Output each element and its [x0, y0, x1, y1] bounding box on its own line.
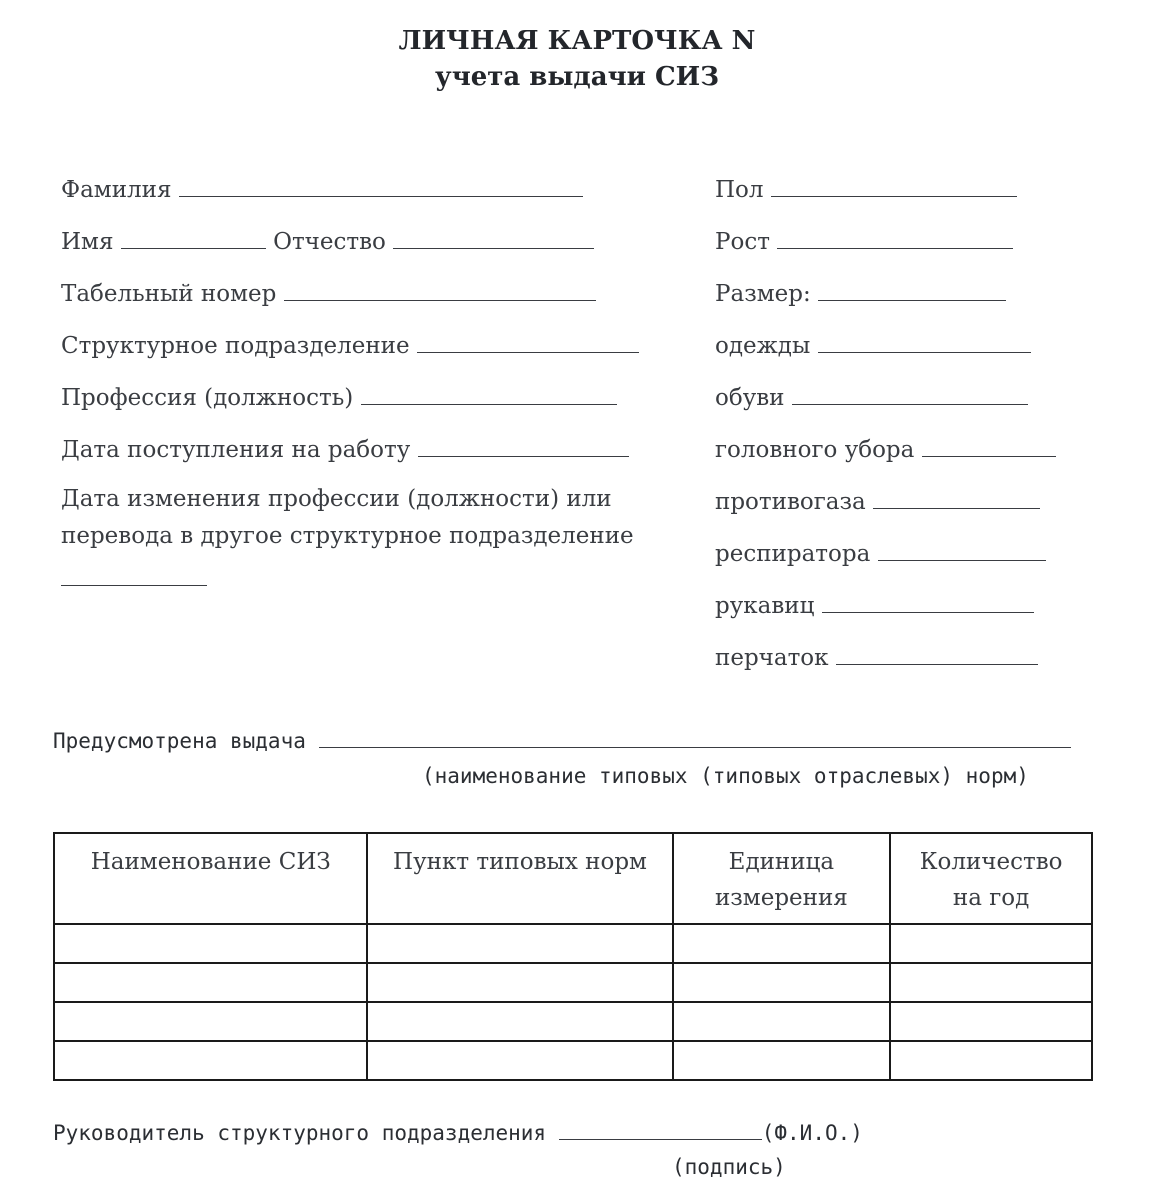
- table-row: [54, 963, 1092, 1002]
- table-row: [54, 924, 1092, 963]
- table-cell[interactable]: [890, 1002, 1092, 1041]
- gas-mask-size-input-line[interactable]: [873, 486, 1040, 509]
- respirator-size-input-line[interactable]: [878, 538, 1046, 561]
- name-field[interactable]: [61, 226, 594, 255]
- height-input-line[interactable]: [777, 226, 1013, 249]
- gloves-size-input-line[interactable]: [836, 642, 1038, 665]
- table-header-row: [54, 833, 1092, 924]
- table-cell[interactable]: [890, 924, 1092, 963]
- table-cell[interactable]: [367, 1041, 672, 1080]
- table-row: [54, 1041, 1092, 1080]
- col-header-quantity: Количество на год: [890, 833, 1092, 924]
- table-cell[interactable]: [367, 924, 672, 963]
- name-input-line[interactable]: [121, 226, 266, 249]
- col-header-norm-clause: Пункт типовых норм: [367, 833, 672, 924]
- profession-field[interactable]: [61, 382, 617, 411]
- table-cell[interactable]: [673, 1002, 891, 1041]
- mittens-size-input-line[interactable]: [822, 590, 1034, 613]
- table-cell[interactable]: [367, 1002, 672, 1041]
- card-subtitle: учета выдачи СИЗ: [435, 62, 719, 92]
- patronymic-input-line[interactable]: [393, 226, 594, 249]
- respirator-size-field[interactable]: [715, 538, 1046, 567]
- shoes-size-field[interactable]: [715, 382, 1028, 411]
- table-cell[interactable]: [890, 963, 1092, 1002]
- table-row: [54, 1002, 1092, 1041]
- surname-label: Фамилия: [61, 177, 172, 203]
- patronymic-label: Отчество: [273, 229, 386, 255]
- profession-label: Профессия (должность): [61, 385, 354, 411]
- size-field[interactable]: [715, 278, 1006, 307]
- height-label: Рост: [715, 229, 770, 255]
- hire-date-label: Дата поступления на работу: [61, 437, 411, 463]
- respirator-size-label: респиратора: [715, 541, 871, 567]
- table-cell[interactable]: [54, 1002, 367, 1041]
- signature-caption: (подпись): [672, 1155, 786, 1179]
- table-cell[interactable]: [673, 924, 891, 963]
- change-date-label-line1: Дата изменения профессии (должности) или: [61, 486, 612, 512]
- department-label: Структурное подразделение: [61, 333, 410, 359]
- hire-date-field[interactable]: [61, 434, 629, 463]
- table-cell[interactable]: [673, 963, 891, 1002]
- mittens-size-label: рукавиц: [715, 593, 815, 619]
- clothes-size-input-line[interactable]: [818, 330, 1031, 353]
- table-cell[interactable]: [54, 1041, 367, 1080]
- table-cell[interactable]: [367, 963, 672, 1002]
- department-field[interactable]: [61, 330, 639, 359]
- surname-field[interactable]: [61, 174, 583, 203]
- issuance-caption: (наименование типовых (типовых отраслевых) норм): [422, 764, 1029, 788]
- gender-input-line[interactable]: [771, 174, 1017, 197]
- gas-mask-size-label: противогаза: [715, 489, 866, 515]
- card-title: ЛИЧНАЯ КАРТОЧКА N: [398, 26, 756, 56]
- table-cell[interactable]: [54, 924, 367, 963]
- ppe-table: [53, 832, 1093, 1081]
- col-header-unit: Единица измерения: [673, 833, 891, 924]
- headwear-size-input-line[interactable]: [922, 434, 1056, 457]
- size-label: Размер:: [715, 281, 811, 307]
- hire-date-input-line[interactable]: [418, 434, 629, 457]
- table-cell[interactable]: [673, 1041, 891, 1080]
- clothes-size-label: одежды: [715, 333, 811, 359]
- headwear-size-field[interactable]: [715, 434, 1056, 463]
- gender-label: Пол: [715, 177, 764, 203]
- profession-input-line[interactable]: [361, 382, 617, 405]
- name-label: Имя: [61, 229, 114, 255]
- issuance-input-line[interactable]: [319, 727, 1071, 748]
- signature-input-line[interactable]: [559, 1119, 762, 1140]
- head-signature-field[interactable]: [53, 1119, 863, 1145]
- issuance-label: Предусмотрена выдача: [53, 729, 306, 753]
- fio-label: (Ф.И.О.): [761, 1121, 863, 1145]
- personnel-number-input-line[interactable]: [284, 278, 596, 301]
- change-date-label-line2: перевода в другое структурное подразделение: [61, 523, 634, 549]
- change-date-field[interactable]: [61, 563, 207, 592]
- size-input-line[interactable]: [818, 278, 1006, 301]
- height-field[interactable]: [715, 226, 1013, 255]
- personnel-number-label: Табельный номер: [61, 281, 277, 307]
- table-cell[interactable]: [890, 1041, 1092, 1080]
- gloves-size-label: перчаток: [715, 645, 829, 671]
- mittens-size-field[interactable]: [715, 590, 1034, 619]
- shoes-size-label: обуви: [715, 385, 785, 411]
- issuance-field[interactable]: [53, 727, 1071, 753]
- personnel-number-field[interactable]: [61, 278, 596, 307]
- surname-input-line[interactable]: [179, 174, 583, 197]
- gas-mask-size-field[interactable]: [715, 486, 1040, 515]
- headwear-size-label: головного убора: [715, 437, 915, 463]
- head-label: Руководитель структурного подразделения: [53, 1121, 547, 1145]
- shoes-size-input-line[interactable]: [792, 382, 1028, 405]
- col-header-ppe-name: Наименование СИЗ: [54, 833, 367, 924]
- clothes-size-field[interactable]: [715, 330, 1031, 359]
- gender-field[interactable]: [715, 174, 1017, 203]
- department-input-line[interactable]: [417, 330, 639, 353]
- gloves-size-field[interactable]: [715, 642, 1038, 671]
- table-cell[interactable]: [54, 963, 367, 1002]
- change-date-input-line[interactable]: [61, 563, 207, 586]
